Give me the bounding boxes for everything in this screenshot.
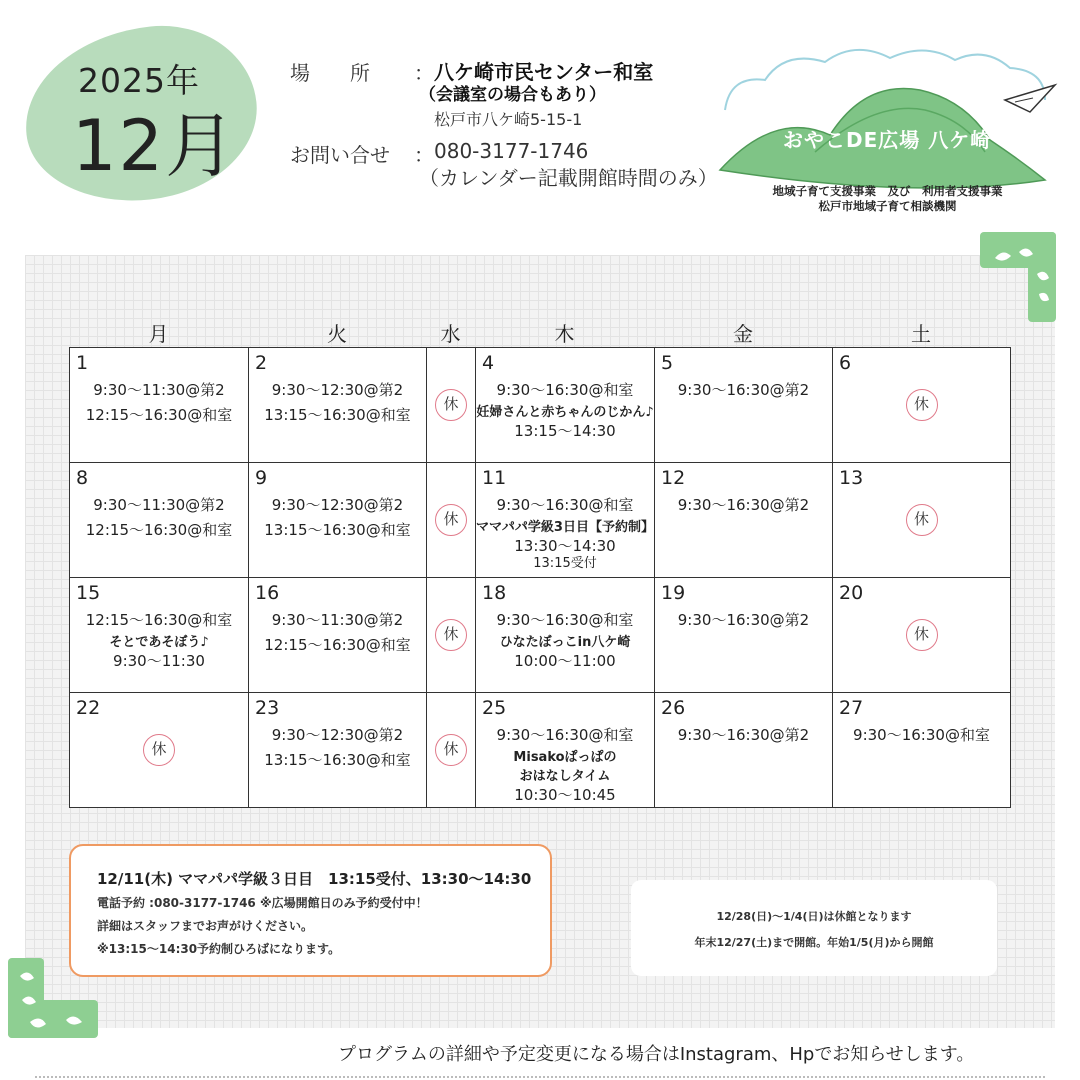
- contact-label: お問い合せ: [290, 143, 390, 167]
- day-number: 25: [482, 697, 507, 719]
- closed-badge: 休: [435, 504, 467, 536]
- day-header-thu: 木: [554, 322, 575, 346]
- notice-reserve-line: ※13:15〜14:30予約制ひろばになります。: [97, 942, 341, 956]
- day-header-wed: 水: [440, 322, 461, 346]
- closed-badge: 休: [906, 504, 938, 536]
- contact-phone: 080-3177-1746: [434, 139, 589, 163]
- event-time: 13:30〜14:30: [514, 537, 616, 555]
- calendar-day-cell: [249, 348, 427, 463]
- calendar-day-cell: [833, 463, 1011, 578]
- open-hours: 9:30〜16:30@第2: [677, 381, 810, 399]
- calendar-day-cell: [427, 463, 476, 578]
- day-schedule: [833, 723, 1010, 748]
- day-header-fri: 金: [733, 322, 753, 346]
- calendar-day-cell: [70, 348, 249, 463]
- day-number: 4: [482, 352, 495, 374]
- logo-subtitle-1: 地域子育て支援事業 及び 利用者支援事業: [772, 184, 1003, 198]
- contact-colon: ：: [414, 143, 434, 167]
- day-schedule: [476, 608, 654, 670]
- day-header-sat: 土: [911, 322, 931, 346]
- open-hours: 9:30〜16:30@第2: [677, 496, 810, 514]
- calendar-day-cell: [476, 463, 655, 578]
- holiday-notice: [631, 880, 997, 976]
- day-header-tue: 火: [327, 322, 347, 346]
- notice-phone-line: 電話予約 :080-3177-1746 ※広場開館日のみ予約受付中！: [97, 896, 428, 910]
- open-hours: 13:15〜16:30@和室: [264, 406, 411, 424]
- calendar-day-cell: [427, 693, 476, 808]
- event-title: Misakoぱっぱの: [513, 750, 617, 765]
- day-schedule: [249, 608, 426, 658]
- day-schedule: [249, 493, 426, 543]
- day-number: 26: [661, 697, 686, 719]
- closed-badge: 休: [143, 734, 175, 766]
- event-time: 13:15〜14:30: [514, 422, 616, 440]
- event-note: 13:15受付: [533, 556, 597, 571]
- calendar-day-cell: [655, 463, 833, 578]
- event-time: 10:00〜11:00: [514, 652, 616, 670]
- calendar-day-cell: [70, 578, 249, 693]
- day-number: 23: [255, 697, 280, 719]
- calendar-day-cell: [249, 578, 427, 693]
- day-schedule: [70, 608, 248, 670]
- event-title: 妊婦さんと赤ちゃんのじかん♪: [476, 405, 654, 420]
- open-hours: 12:15〜16:30@和室: [85, 611, 233, 629]
- day-number: 8: [76, 467, 89, 489]
- holiday-line-2: 年末12/27(土)まで開館。年始1/5(月)から開館: [694, 936, 934, 949]
- year-label: 2025年: [78, 61, 200, 100]
- event-title: そとであそぼう♪: [109, 635, 209, 650]
- day-number: 5: [661, 352, 674, 374]
- day-schedule: [476, 378, 654, 440]
- footer-note: プログラムの詳細や予定変更になる場合はInstagram、Hpでお知らせします。: [338, 1044, 975, 1065]
- place-address: 松戸市八ケ崎5-15-1: [434, 110, 583, 129]
- calendar-day-cell: [833, 693, 1011, 808]
- contact-note: （カレンダー記載開館時間のみ）: [419, 166, 718, 190]
- calendar-day-cell: [70, 693, 249, 808]
- closed-badge: 休: [906, 619, 938, 651]
- calendar-day-cell: [833, 578, 1011, 693]
- open-hours: 12:15〜16:30@和室: [85, 521, 233, 539]
- calendar-week-row: [70, 463, 1011, 578]
- event-title-2: おはなしタイム: [519, 769, 611, 784]
- calendar-week-row: [70, 578, 1011, 693]
- day-number: 11: [482, 467, 507, 489]
- day-schedule: [70, 493, 248, 543]
- place-label: 場 所: [290, 61, 370, 85]
- day-schedule: [70, 378, 248, 428]
- open-hours: 12:15〜16:30@和室: [264, 636, 411, 654]
- leaf-icon: [985, 238, 1055, 318]
- closed-badge: 休: [435, 389, 467, 421]
- day-number: 22: [76, 697, 101, 719]
- open-hours: 13:15〜16:30@和室: [264, 751, 411, 769]
- calendar-day-cell: [70, 463, 249, 578]
- day-number: 20: [839, 582, 864, 604]
- day-header-mon: 月: [148, 322, 169, 346]
- holiday-line-1: 12/28(日)〜1/4(日)は休館となります: [716, 910, 912, 923]
- notice-detail-line: 詳細はスタッフまでお声がけください。: [97, 919, 314, 933]
- event-title: ひなたぼっこin八ケ崎: [499, 635, 631, 650]
- day-schedule: [655, 378, 832, 403]
- closed-badge: 休: [435, 619, 467, 651]
- closed-badge: 休: [906, 389, 938, 421]
- calendar-day-cell: [249, 693, 427, 808]
- day-schedule: [249, 378, 426, 428]
- open-hours: 9:30〜16:30@和室: [496, 381, 634, 399]
- open-hours: 9:30〜16:30@第2: [677, 726, 810, 744]
- open-hours: 9:30〜16:30@第2: [677, 611, 810, 629]
- calendar-day-cell: [476, 578, 655, 693]
- open-hours: 9:30〜12:30@第2: [271, 381, 404, 399]
- notice-title: 12/11(木) ママパパ学級３日目 13:15受付、13:30〜14:30: [97, 870, 532, 888]
- open-hours: 9:30〜11:30@第2: [271, 611, 404, 629]
- open-hours: 12:15〜16:30@和室: [85, 406, 233, 424]
- day-number: 6: [839, 352, 852, 374]
- day-schedule: [476, 493, 654, 573]
- calendar-day-cell: [655, 348, 833, 463]
- open-hours: 9:30〜11:30@第2: [93, 381, 225, 399]
- day-schedule: [655, 723, 832, 748]
- calendar-week-row: [70, 693, 1011, 808]
- logo-title: おやこDE広場 八ケ崎: [783, 128, 992, 152]
- logo-subtitle-2: 松戸市地域子育て相談機関: [818, 199, 957, 213]
- day-number: 16: [255, 582, 280, 604]
- day-schedule: [249, 723, 426, 773]
- open-hours: 9:30〜12:30@第2: [271, 496, 404, 514]
- day-number: 18: [482, 582, 507, 604]
- calendar-day-cell: [655, 578, 833, 693]
- day-number: 27: [839, 697, 864, 719]
- calendar-day-cell: [655, 693, 833, 808]
- calendar-day-cell: [427, 348, 476, 463]
- day-number: 12: [661, 467, 686, 489]
- place-note: （会議室の場合もあり）: [419, 85, 606, 105]
- calendar-day-cell: [427, 578, 476, 693]
- open-hours: 9:30〜16:30@和室: [853, 726, 990, 744]
- calendar-day-cell: [249, 463, 427, 578]
- open-hours: 9:30〜11:30@第2: [93, 496, 225, 514]
- day-schedule: [655, 608, 832, 633]
- place-name: 八ケ崎市民センター和室: [434, 60, 654, 84]
- open-hours: 13:15〜16:30@和室: [264, 521, 411, 539]
- event-title: ママパパ学級3日目【予約制】: [476, 520, 654, 535]
- footer-divider: [35, 1076, 1045, 1078]
- day-number: 15: [76, 582, 101, 604]
- event-time: 10:30〜10:45: [514, 786, 616, 804]
- calendar-day-cell: [476, 693, 655, 808]
- month-label: 12月: [72, 105, 238, 187]
- open-hours: 9:30〜12:30@第2: [271, 726, 404, 744]
- place-colon: ：: [414, 61, 434, 85]
- day-number: 1: [76, 352, 89, 374]
- calendar-day-cell: [476, 348, 655, 463]
- day-number: 19: [661, 582, 686, 604]
- reservation-notice: [69, 844, 552, 977]
- open-hours: 9:30〜16:30@和室: [496, 611, 634, 629]
- day-number: 2: [255, 352, 268, 374]
- day-schedule: [476, 723, 654, 804]
- closed-badge: 休: [435, 734, 467, 766]
- day-number: 9: [255, 467, 268, 489]
- calendar-grid: [69, 347, 1011, 808]
- calendar-day-cell: [833, 348, 1011, 463]
- day-schedule: [655, 493, 832, 518]
- event-time: 9:30〜11:30: [113, 652, 205, 670]
- open-hours: 9:30〜16:30@和室: [496, 496, 634, 514]
- open-hours: 9:30〜16:30@和室: [496, 726, 634, 744]
- calendar-week-row: [70, 348, 1011, 463]
- day-number: 13: [839, 467, 864, 489]
